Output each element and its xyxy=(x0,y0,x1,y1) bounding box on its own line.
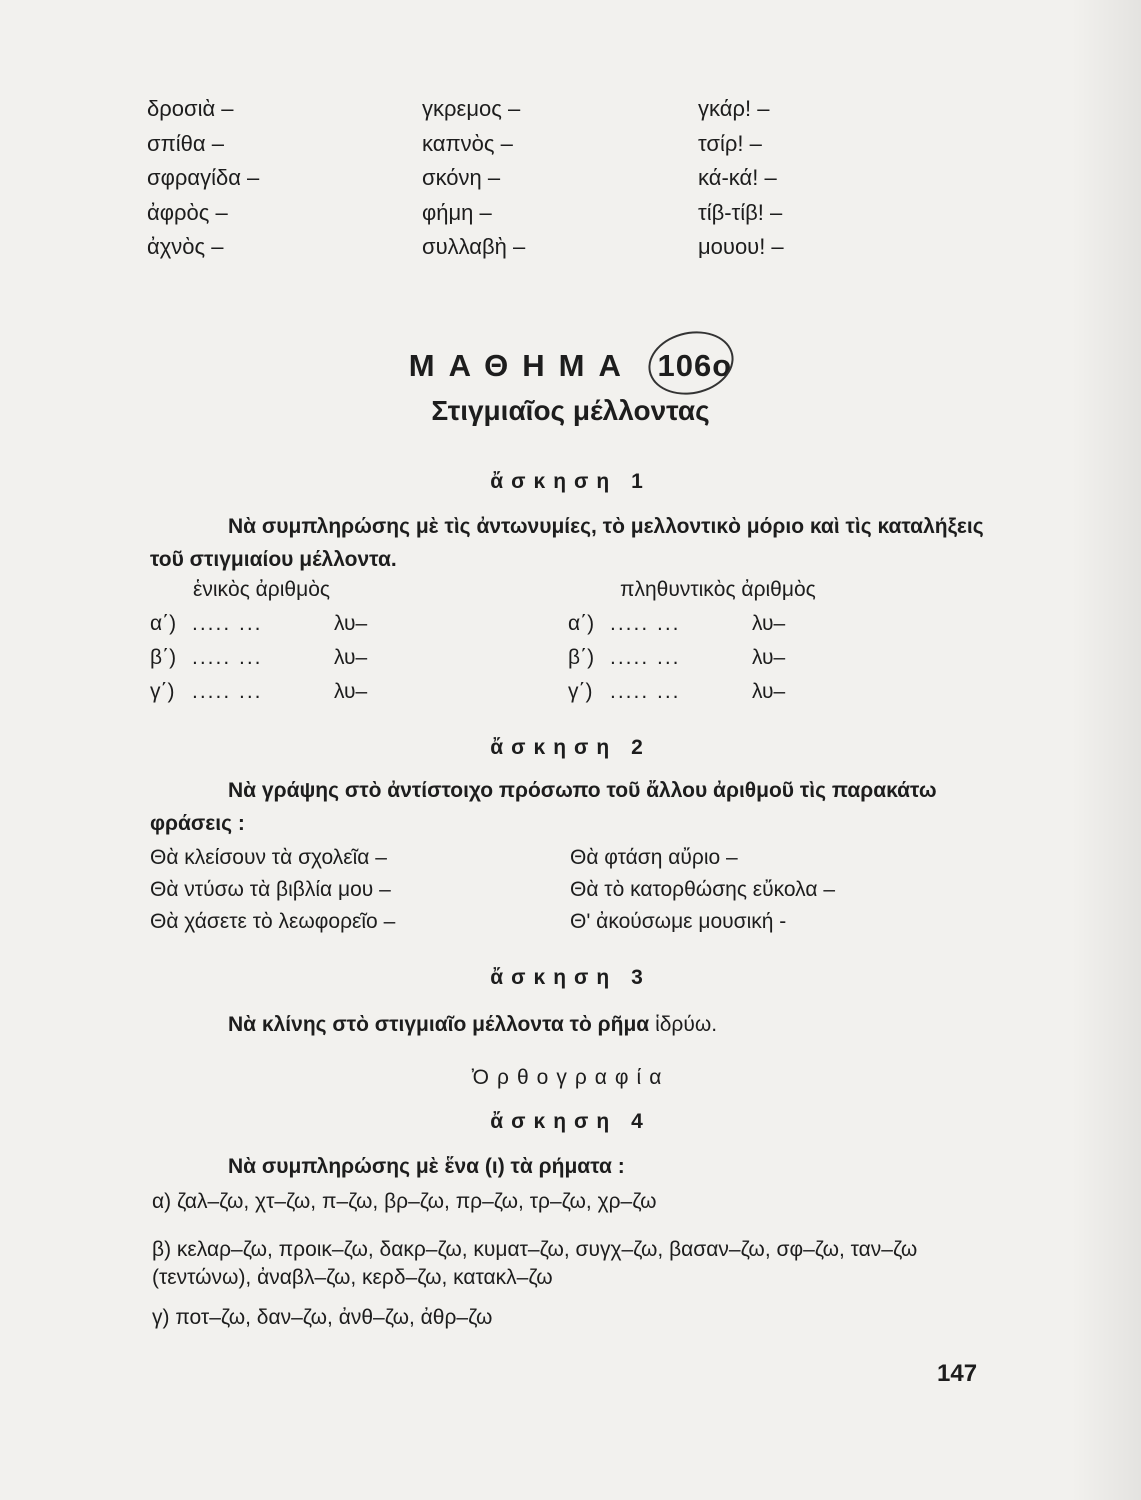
handwritten-circle-mark xyxy=(642,324,739,403)
word-item: τίβ-τίβ! – xyxy=(698,199,783,225)
word-item: ἀχνὸς – xyxy=(147,234,224,259)
verb-list-a: α) ζαλ–ζω, χτ–ζω, π–ζω, βρ–ζω, πρ–ζω, τρ–ζω, χρ–ζω xyxy=(152,1190,657,1213)
verb-list-b: β) κελαρ–ζω, προικ–ζω, δακρ–ζω, κυματ–ζω, συγχ–ζω, βασαν–ζω, σφ–ζω, ταν–ζω (τεντώνω), ἀναβλ–ζω, κερδ–ζω, κατακλ–ζω xyxy=(152,1238,918,1289)
singular-heading: ἑνικὸς ἀριθμὸς xyxy=(193,578,330,601)
word-column-2 xyxy=(422,92,525,265)
singular-row: α΄) ..... ... λυ– xyxy=(150,612,368,635)
word-item: δροσιὰ – xyxy=(147,96,234,121)
exercise-3-heading: ἄσκηση 3 xyxy=(490,966,651,989)
lesson-title-word: ΜΑΘΗΜΑ xyxy=(408,348,635,383)
plural-row: α΄) ..... ... λυ– xyxy=(568,612,786,635)
word-column-1 xyxy=(147,92,259,265)
phrase-item: Θὰ φτάση αὔριο – xyxy=(570,846,738,869)
instruction-text: Νὰ συμπληρώσης μὲ τὶς ἀντωνυμίες, τὸ μελλοντικὸ μόριο καὶ τὶς καταλήξεις τοῦ στιγμιαίου μέλλοντα. xyxy=(150,515,984,571)
word-item: γκάρ! – xyxy=(698,96,770,121)
phrase-item: Θ' ἀκούσωμε μουσική - xyxy=(570,910,787,933)
word-item: καπνὸς – xyxy=(422,130,513,156)
word-item: σπίθα – xyxy=(147,130,224,156)
exercise-4-heading: ἄσκηση 4 xyxy=(490,1110,651,1133)
exercise-1-instruction xyxy=(150,510,1000,576)
lesson-number xyxy=(658,348,733,384)
exercise-2-instruction xyxy=(150,774,1000,840)
word-item: κά-κά! – xyxy=(698,165,777,190)
lesson-subtitle: Στιγμιαῖος μέλλοντας xyxy=(431,395,710,426)
word-item: συλλαβὴ – xyxy=(422,234,526,259)
word-item: φήμη – xyxy=(422,199,492,225)
plural-row: β΄) ..... ... λυ– xyxy=(568,646,786,669)
word-item: σκόνη – xyxy=(422,165,501,190)
singular-row: β΄) ..... ... λυ– xyxy=(150,646,368,669)
plural-row: γ΄) ..... ... λυ– xyxy=(568,680,786,703)
exercise-1-heading: ἄσκηση 1 xyxy=(490,470,651,493)
verb-list-c: γ) ποτ–ζω, δαν–ζω, ἀνθ–ζω, ἀθρ–ζω xyxy=(152,1306,493,1329)
instruction-text: Νὰ συμπληρώσης μὲ ἕνα (ι) τὰ ρήματα : xyxy=(228,1155,625,1178)
word-item: ἀφρὸς – xyxy=(147,199,228,225)
plural-heading: πληθυντικὸς ἀριθμὸς xyxy=(620,578,816,601)
orthography-heading: Ὀρθογραφία xyxy=(471,1066,670,1089)
exercise-4-instruction xyxy=(150,1150,1000,1183)
word-item: μουου! – xyxy=(698,234,784,259)
lesson-number-text: 106ο xyxy=(657,348,733,383)
instruction-verb: ἱδρύω. xyxy=(655,1013,718,1036)
exercise-2-heading: ἄσκηση 2 xyxy=(490,736,651,759)
word-column-3 xyxy=(698,92,784,265)
phrase-item: Θὰ χάσετε τὸ λεωφορεῖο – xyxy=(150,910,396,933)
word-item: τσίρ! – xyxy=(698,130,762,156)
singular-row: γ΄) ..... ... λυ– xyxy=(150,680,368,703)
word-item: γκρεμος – xyxy=(422,96,521,121)
phrase-item: Θὰ τὸ κατορθώσης εὔκολα – xyxy=(570,878,836,901)
lesson-title xyxy=(0,348,1141,384)
word-item: σφραγίδα – xyxy=(147,165,260,190)
instruction-text: Νὰ γράψης στὸ ἀντίστοιχο πρόσωπο τοῦ ἄλλου ἀριθμοῦ τὶς παρακάτω φράσεις : xyxy=(150,779,937,835)
page-number: 147 xyxy=(937,1360,978,1387)
exercise-3-instruction xyxy=(150,1008,1000,1041)
instruction-text: Νὰ κλίνης στὸ στιγμιαῖο μέλλοντα τὸ ρῆμα xyxy=(228,1013,650,1036)
phrase-item: Θὰ ντύσω τὰ βιβλία μου – xyxy=(150,878,391,901)
phrase-item: Θὰ κλείσουν τὰ σχολεῖα – xyxy=(150,846,387,869)
